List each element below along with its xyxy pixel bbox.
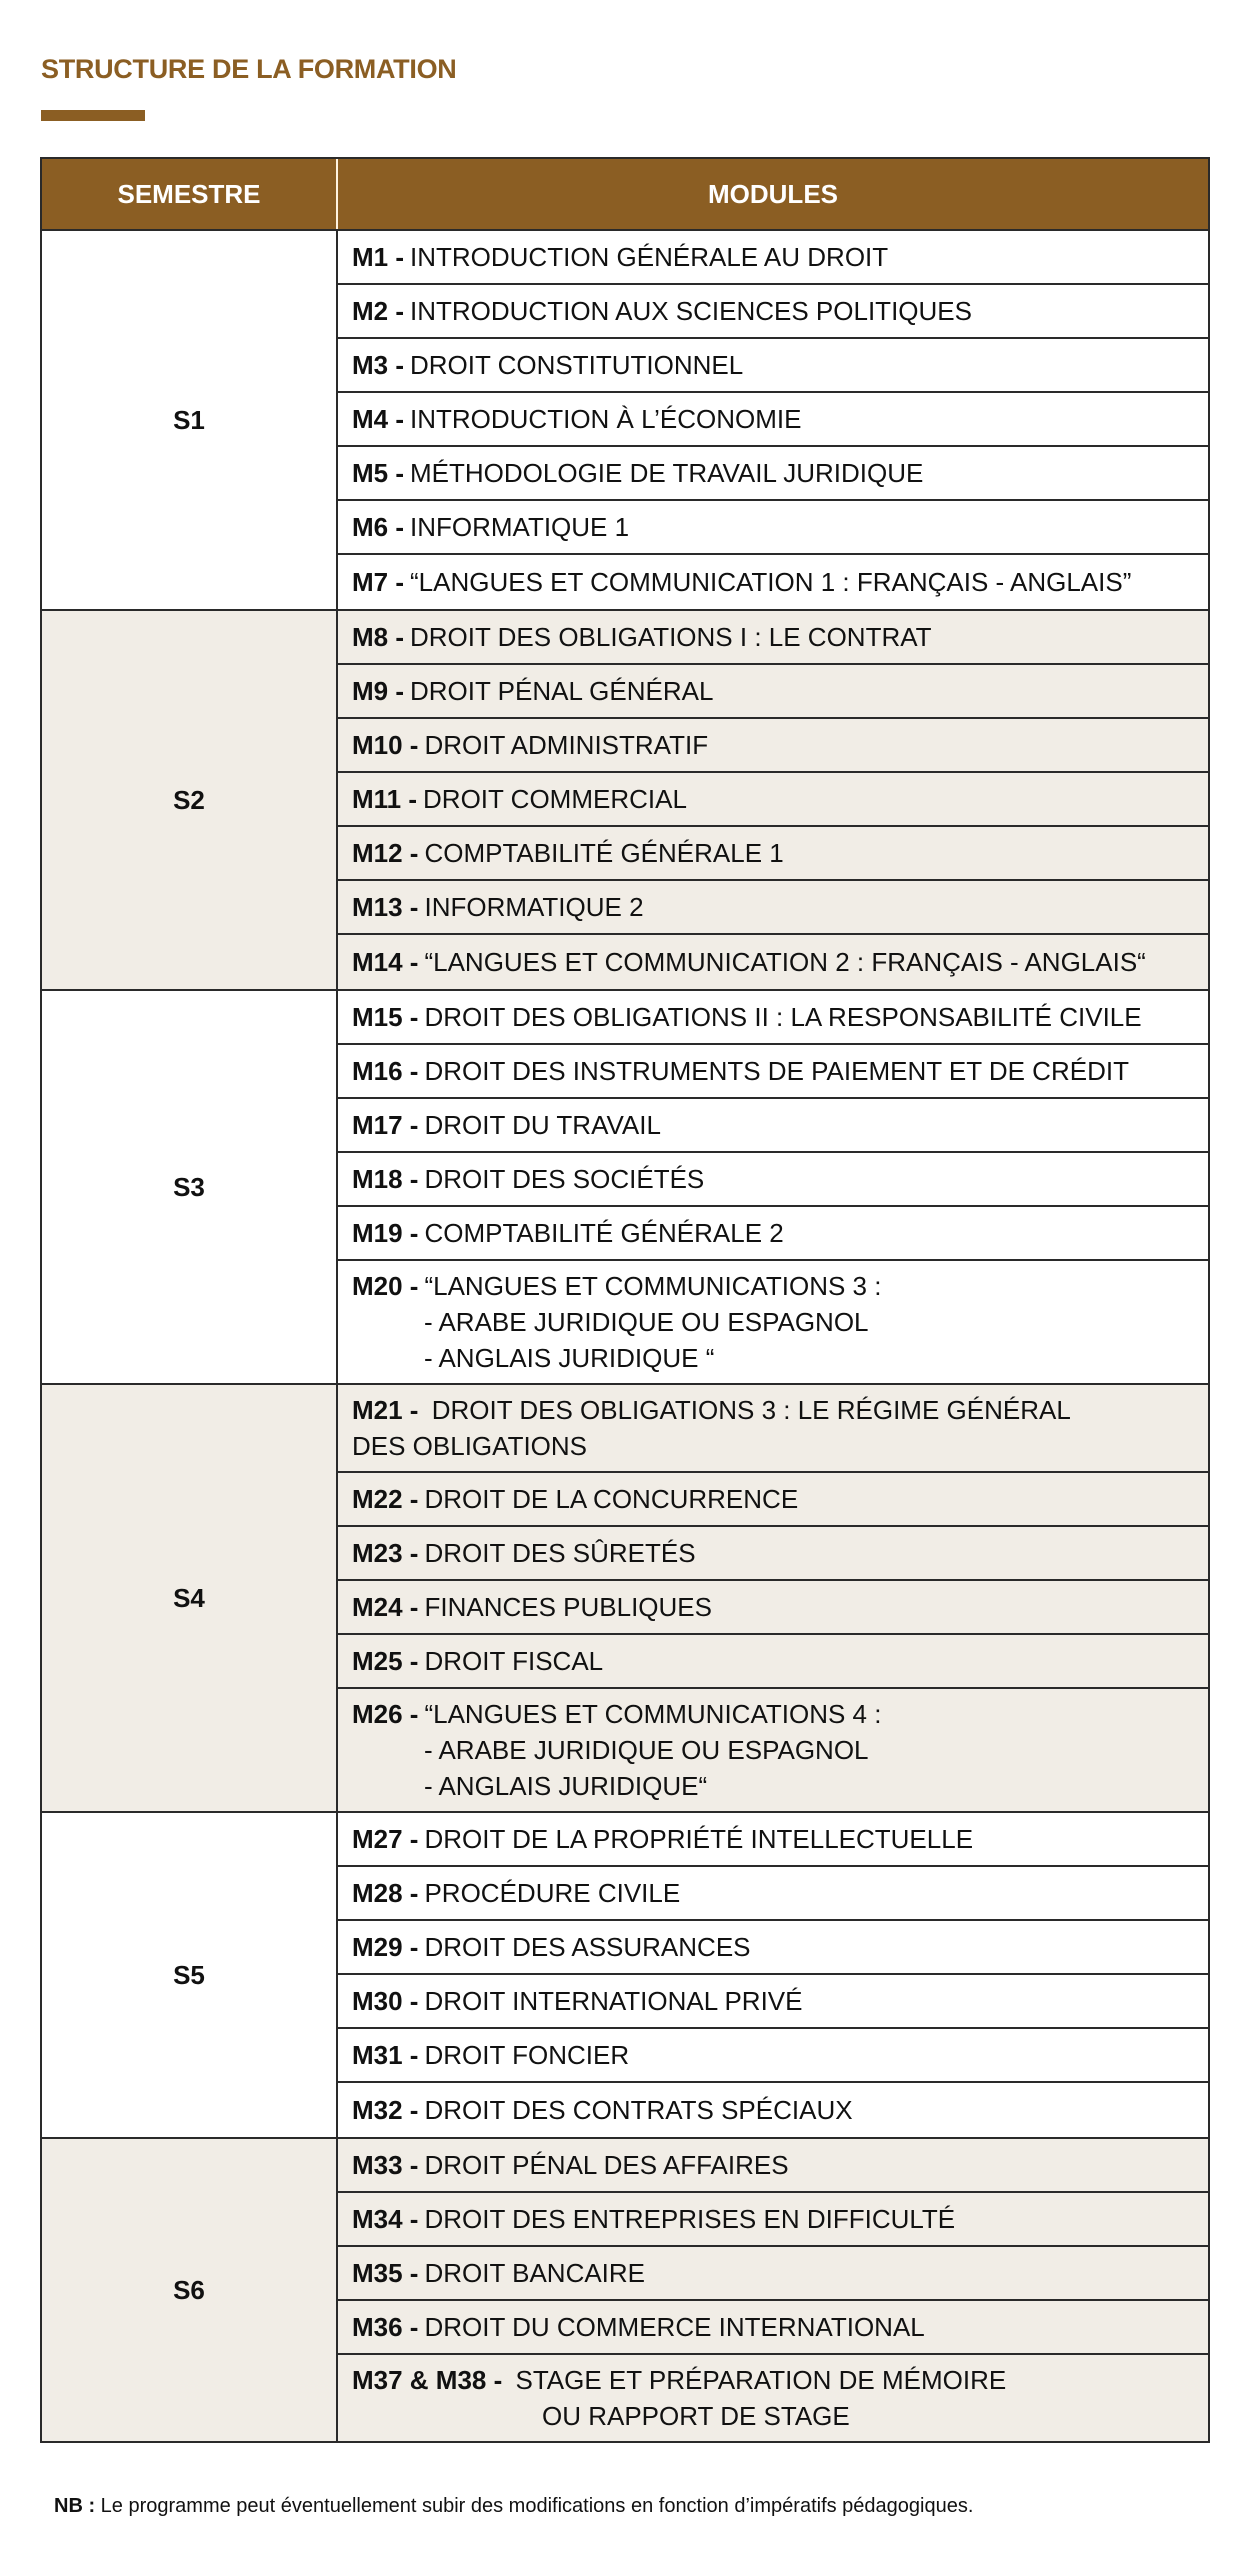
- module-code: M9 -: [352, 676, 404, 706]
- module-subitem: - ANGLAIS JURIDIQUE“: [424, 1771, 708, 1801]
- module-list: [338, 1813, 1208, 2137]
- module-code: M14 -: [352, 947, 419, 977]
- module-content: [352, 1392, 1071, 1464]
- module-line: [352, 619, 932, 655]
- module-content: [352, 1268, 881, 1376]
- module-content: [352, 1481, 798, 1517]
- module-line: [352, 293, 972, 329]
- module-title: DROIT DES OBLIGATIONS II : LA RESPONSABILITÉ CIVILE: [424, 1002, 1142, 1032]
- module-line: [352, 999, 1142, 1035]
- module-code: M36 -: [352, 2312, 419, 2342]
- module-content: [352, 2147, 789, 2183]
- module-row: [338, 1689, 1208, 1811]
- module-code: M5 -: [352, 458, 404, 488]
- module-content: [352, 1053, 1129, 1089]
- header-modules: MODULES: [708, 178, 838, 209]
- module-list: [338, 231, 1208, 609]
- module-subitem: - ARABE JURIDIQUE OU ESPAGNOL: [424, 1735, 869, 1765]
- module-title: DROIT DES SOCIÉTÉS: [424, 1164, 705, 1194]
- module-content: [352, 781, 687, 817]
- module-title: DROIT DU COMMERCE INTERNATIONAL: [424, 2312, 925, 2342]
- module-row: [338, 1635, 1208, 1689]
- module-title: INFORMATIQUE 1: [410, 512, 630, 542]
- module-title: “LANGUES ET COMMUNICATIONS 4 :: [424, 1699, 882, 1729]
- module-content: [352, 2362, 1006, 2434]
- module-line: [352, 455, 923, 491]
- module-code: M31 -: [352, 2040, 419, 2070]
- module-content: [352, 1107, 661, 1143]
- module-title: DROIT DE LA PROPRIÉTÉ INTELLECTUELLE: [424, 1824, 974, 1854]
- module-content: [352, 1696, 881, 1804]
- module-line: [352, 1589, 712, 1625]
- module-line: [352, 509, 629, 545]
- module-subitem: OU RAPPORT DE STAGE: [542, 2401, 850, 2431]
- module-title: INTRODUCTION GÉNÉRALE AU DROIT: [410, 242, 889, 272]
- semester-label: S3: [42, 991, 338, 1383]
- module-code: M25 -: [352, 1646, 419, 1676]
- module-line: [352, 1161, 704, 1197]
- module-row: [338, 501, 1208, 555]
- footnote-label: NB :: [54, 2495, 96, 2517]
- module-row: [338, 827, 1208, 881]
- module-row: [338, 935, 1208, 989]
- module-content: [352, 2092, 853, 2128]
- module-list: [338, 2139, 1208, 2441]
- module-content: [352, 239, 888, 275]
- module-title: DROIT DES OBLIGATIONS I : LE CONTRAT: [410, 622, 932, 652]
- module-title: DROIT PÉNAL DES AFFAIRES: [424, 2150, 789, 2180]
- module-code: M4 -: [352, 404, 404, 434]
- module-content: [352, 1215, 784, 1251]
- module-row: [338, 611, 1208, 665]
- module-line: [352, 1875, 680, 1911]
- module-content: [352, 347, 743, 383]
- module-code: M24 -: [352, 1592, 419, 1622]
- module-title: PROCÉDURE CIVILE: [424, 1878, 681, 1908]
- module-code: M37 & M38 -: [352, 2365, 503, 2395]
- module-title: DROIT DE LA CONCURRENCE: [424, 1484, 799, 1514]
- module-code: M23 -: [352, 1538, 419, 1568]
- module-list: [338, 611, 1208, 989]
- module-line: [352, 1107, 661, 1143]
- module-content: [352, 2309, 925, 2345]
- page-title: STRUCTURE DE LA FORMATION: [41, 54, 457, 84]
- module-code: M12 -: [352, 838, 419, 868]
- module-code: M13 -: [352, 892, 419, 922]
- module-code: M10 -: [352, 730, 419, 760]
- semester-label: S4: [42, 1385, 338, 1811]
- module-code: M32 -: [352, 2095, 419, 2125]
- module-code: M16 -: [352, 1056, 419, 1086]
- module-code: M8 -: [352, 622, 404, 652]
- module-row: [338, 2193, 1208, 2247]
- module-row: [338, 2029, 1208, 2083]
- semester-group: [42, 991, 1208, 1385]
- footnote: [54, 2495, 973, 2518]
- module-line: [352, 2092, 853, 2128]
- module-line: [352, 889, 644, 925]
- module-row: [338, 1581, 1208, 1635]
- module-line: [352, 2362, 1006, 2398]
- module-row: [338, 991, 1208, 1045]
- module-code: M3 -: [352, 350, 404, 380]
- module-code: M34 -: [352, 2204, 419, 2234]
- module-title: DROIT DES CONTRATS SPÉCIAUX: [424, 2095, 853, 2125]
- module-row: [338, 1045, 1208, 1099]
- module-code: M1 -: [352, 242, 404, 272]
- module-content: [352, 673, 713, 709]
- table-header: [42, 159, 1208, 231]
- module-content: [352, 1929, 751, 1965]
- module-title: DROIT ADMINISTRATIF: [424, 730, 709, 760]
- module-content: [352, 1535, 696, 1571]
- module-code: M7 -: [352, 567, 404, 597]
- module-subitem: - ARABE JURIDIQUE OU ESPAGNOL: [424, 1307, 869, 1337]
- footnote-text: Le programme peut éventuellement subir des modifications en fonction d’impératifs pédagogiques.: [100, 2495, 974, 2517]
- module-row: [338, 1527, 1208, 1581]
- module-line: [352, 2037, 629, 2073]
- module-code: M17 -: [352, 1110, 419, 1140]
- module-title: INFORMATIQUE 2: [424, 892, 644, 922]
- module-line: [352, 1535, 696, 1571]
- module-row: [338, 2083, 1208, 2137]
- module-row: [338, 231, 1208, 285]
- module-row: [338, 285, 1208, 339]
- module-line: [352, 727, 708, 763]
- module-content: [352, 293, 972, 329]
- module-content: [352, 619, 932, 655]
- table-body: [42, 231, 1208, 2441]
- module-content: [352, 889, 644, 925]
- module-code: M21 -: [352, 1395, 419, 1425]
- module-content: [352, 1875, 680, 1911]
- module-code: M6 -: [352, 512, 404, 542]
- module-list: [338, 1385, 1208, 1811]
- module-row: [338, 1975, 1208, 2029]
- module-row: [338, 665, 1208, 719]
- module-line: [352, 1392, 1071, 1428]
- semester-group: [42, 1385, 1208, 1813]
- module-content: [352, 2201, 955, 2237]
- module-title: DROIT COMMERCIAL: [423, 784, 687, 814]
- module-row: [338, 1813, 1208, 1867]
- module-content: [352, 1643, 603, 1679]
- module-code: M28 -: [352, 1878, 419, 1908]
- module-row: [338, 555, 1208, 609]
- module-row: [338, 447, 1208, 501]
- module-title: COMPTABILITÉ GÉNÉRALE 2: [424, 1218, 784, 1248]
- module-row: [338, 719, 1208, 773]
- module-title: DROIT BANCAIRE: [424, 2258, 646, 2288]
- header-semestre: SEMESTRE: [42, 159, 338, 229]
- module-title: MÉTHODOLOGIE DE TRAVAIL JURIDIQUE: [410, 458, 924, 488]
- module-row: [338, 1099, 1208, 1153]
- title-underline: [41, 110, 145, 121]
- module-row: [338, 1921, 1208, 1975]
- module-title: DROIT INTERNATIONAL PRIVÉ: [424, 1986, 803, 2016]
- module-title: “LANGUES ET COMMUNICATION 1 : FRANÇAIS - ANGLAIS”: [410, 567, 1132, 597]
- module-content: [352, 1161, 704, 1197]
- module-line: [352, 1929, 751, 1965]
- module-row: [338, 881, 1208, 935]
- module-line: [352, 1983, 802, 2019]
- module-row: [338, 2247, 1208, 2301]
- module-row: [338, 1261, 1208, 1383]
- module-title: DROIT FONCIER: [424, 2040, 630, 2070]
- module-code: M33 -: [352, 2150, 419, 2180]
- module-row: [338, 393, 1208, 447]
- module-title: STAGE ET PRÉPARATION DE MÉMOIRE: [508, 2365, 1007, 2395]
- module-title: “LANGUES ET COMMUNICATIONS 3 :: [424, 1271, 882, 1301]
- semester-label: S1: [42, 231, 338, 609]
- module-line: [352, 2147, 789, 2183]
- module-line: [352, 673, 713, 709]
- module-content: [352, 1821, 973, 1857]
- module-line: [352, 2255, 645, 2291]
- module-line: [352, 564, 1131, 600]
- module-line: [352, 1481, 798, 1517]
- module-content: [352, 944, 1146, 980]
- module-title: DROIT FISCAL: [424, 1646, 604, 1676]
- module-line: [352, 1215, 784, 1251]
- module-content: [352, 1983, 802, 2019]
- module-title: DROIT DES SÛRETÉS: [424, 1538, 696, 1568]
- module-title: COMPTABILITÉ GÉNÉRALE 1: [424, 838, 784, 868]
- module-code: M19 -: [352, 1218, 419, 1248]
- module-title: DROIT PÉNAL GÉNÉRAL: [410, 676, 714, 706]
- module-code: M22 -: [352, 1484, 419, 1514]
- module-row: [338, 2139, 1208, 2193]
- module-row: [338, 1473, 1208, 1527]
- module-line: [352, 2201, 955, 2237]
- module-content: [352, 455, 923, 491]
- module-list: [338, 991, 1208, 1383]
- module-line: [352, 239, 888, 275]
- module-row: [338, 1207, 1208, 1261]
- module-line: [352, 781, 687, 817]
- module-subitem: - ANGLAIS JURIDIQUE “: [424, 1343, 715, 1373]
- module-line: [352, 1821, 973, 1857]
- module-title: INTRODUCTION AUX SCIENCES POLITIQUES: [410, 296, 972, 326]
- module-code: M2 -: [352, 296, 404, 326]
- module-line: [352, 1268, 881, 1304]
- module-title-continued: DES OBLIGATIONS: [352, 1431, 588, 1461]
- module-line: [352, 1643, 603, 1679]
- semester-group: [42, 231, 1208, 611]
- module-row: [338, 2301, 1208, 2355]
- module-line: [352, 347, 743, 383]
- module-line: [352, 2309, 925, 2345]
- module-line: [352, 1696, 881, 1732]
- module-line: [352, 944, 1146, 980]
- module-content: [352, 727, 708, 763]
- module-code: M11 -: [352, 784, 418, 814]
- module-row: [338, 773, 1208, 827]
- module-title: DROIT DU TRAVAIL: [424, 1110, 661, 1140]
- module-title: DROIT DES INSTRUMENTS DE PAIEMENT ET DE CRÉDIT: [424, 1056, 1129, 1086]
- module-content: [352, 2255, 645, 2291]
- module-line: [352, 835, 784, 871]
- semester-label: S2: [42, 611, 338, 989]
- semester-group: [42, 2139, 1208, 2441]
- semester-group: [42, 611, 1208, 991]
- module-title: DROIT CONSTITUTIONNEL: [410, 350, 744, 380]
- module-row: [338, 2355, 1208, 2441]
- module-row: [338, 1867, 1208, 1921]
- module-title: FINANCES PUBLIQUES: [424, 1592, 712, 1622]
- module-content: [352, 509, 629, 545]
- module-code: M15 -: [352, 1002, 419, 1032]
- module-content: [352, 401, 801, 437]
- module-title: INTRODUCTION À L’ÉCONOMIE: [410, 404, 802, 434]
- module-code: M27 -: [352, 1824, 419, 1854]
- module-row: [338, 1153, 1208, 1207]
- module-content: [352, 999, 1142, 1035]
- module-title: DROIT DES ASSURANCES: [424, 1932, 751, 1962]
- formation-table: [40, 157, 1210, 2443]
- module-line: [352, 401, 801, 437]
- module-content: [352, 564, 1131, 600]
- module-content: [352, 2037, 629, 2073]
- semester-label: S5: [42, 1813, 338, 2137]
- module-title: DROIT DES ENTREPRISES EN DIFFICULTÉ: [424, 2204, 956, 2234]
- module-line: [352, 1053, 1129, 1089]
- module-code: M26 -: [352, 1699, 419, 1729]
- module-code: M30 -: [352, 1986, 419, 2016]
- module-code: M20 -: [352, 1271, 419, 1301]
- module-row: [338, 1385, 1208, 1473]
- module-code: M35 -: [352, 2258, 419, 2288]
- module-title: DROIT DES OBLIGATIONS 3 : LE RÉGIME GÉNÉRAL: [424, 1395, 1071, 1425]
- module-code: M29 -: [352, 1932, 419, 1962]
- module-code: M18 -: [352, 1164, 419, 1194]
- semester-group: [42, 1813, 1208, 2139]
- module-row: [338, 339, 1208, 393]
- module-title: “LANGUES ET COMMUNICATION 2 : FRANÇAIS - ANGLAIS“: [424, 947, 1146, 977]
- module-content: [352, 1589, 712, 1625]
- semester-label: S6: [42, 2139, 338, 2441]
- module-content: [352, 835, 784, 871]
